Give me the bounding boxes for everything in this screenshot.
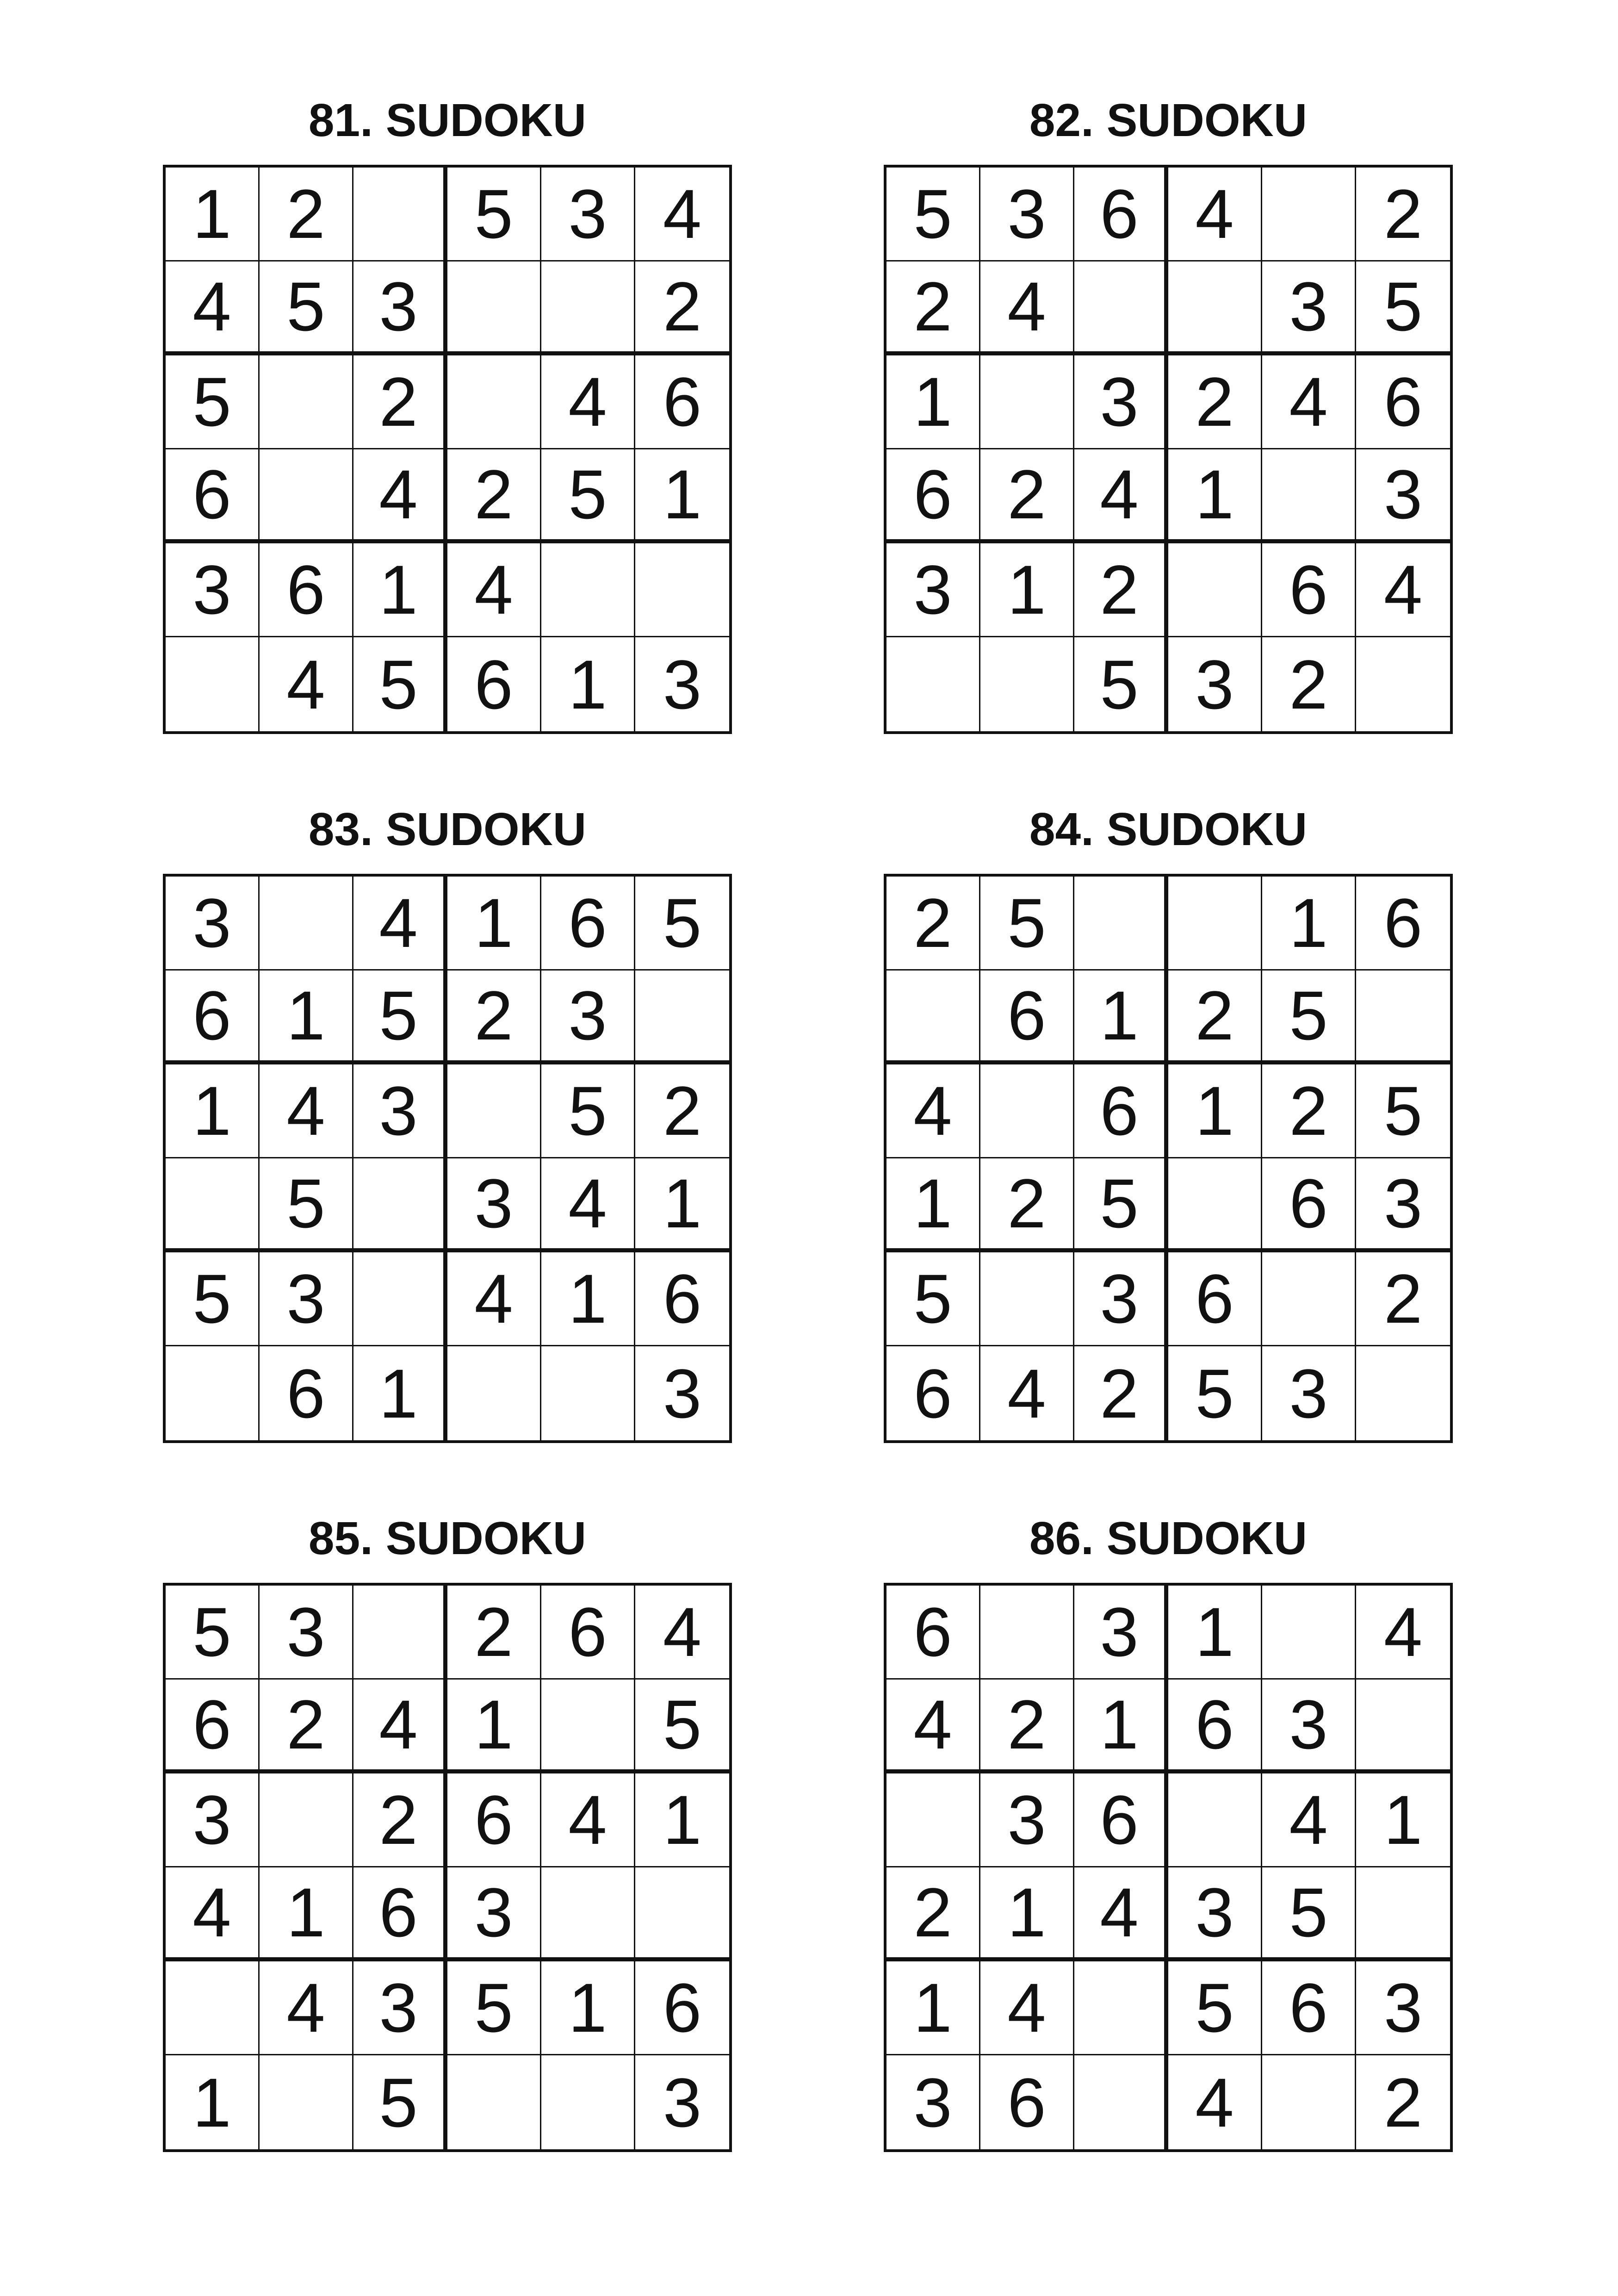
sudoku-given-cell: 6 [1262,1158,1356,1252]
sudoku-given-cell: 1 [886,355,980,449]
sudoku-grid [163,165,732,734]
sudoku-given-cell: 6 [635,1252,729,1346]
sudoku-given-cell: 4 [447,543,541,637]
sudoku-empty-cell[interactable] [1262,449,1356,543]
sudoku-empty-cell[interactable] [635,971,729,1064]
sudoku-given-cell: 6 [980,2055,1074,2149]
sudoku-given-cell: 4 [886,1064,980,1158]
sudoku-given-cell: 6 [1356,355,1450,449]
sudoku-given-cell: 4 [541,355,635,449]
sudoku-given-cell: 1 [1356,1773,1450,1867]
sudoku-given-cell: 3 [541,168,635,261]
sudoku-given-cell: 1 [1168,449,1262,543]
sudoku-given-cell: 6 [1074,1773,1168,1867]
sudoku-given-cell: 1 [166,2055,260,2149]
sudoku-given-cell: 3 [1168,637,1262,731]
sudoku-given-cell: 2 [635,1064,729,1158]
sudoku-given-cell: 5 [353,971,447,1064]
sudoku-empty-cell[interactable] [1356,637,1450,731]
sudoku-given-cell: 5 [541,449,635,543]
sudoku-empty-cell[interactable] [1168,1773,1262,1867]
sudoku-given-cell: 4 [1168,2055,1262,2149]
sudoku-given-cell: 6 [886,1586,980,1680]
sudoku-empty-cell[interactable] [541,261,635,355]
sudoku-empty-cell[interactable] [447,1346,541,1440]
sudoku-given-cell: 2 [1383,2063,1423,2141]
sudoku-given-cell: 3 [447,1158,541,1252]
sudoku-given-cell: 6 [260,543,353,637]
sudoku-empty-cell[interactable] [260,1773,353,1867]
sudoku-empty-cell[interactable] [886,1773,980,1867]
sudoku-given-cell: 3 [1262,261,1356,355]
sudoku-empty-cell[interactable] [980,355,1074,449]
sudoku-given-cell: 4 [260,1961,353,2055]
sudoku-given-cell: 1 [886,1158,980,1252]
sudoku-empty-cell[interactable] [980,637,1074,731]
sudoku-empty-cell[interactable] [353,1158,447,1252]
sudoku-given-cell: 2 [1356,168,1450,261]
sudoku-given-cell: 3 [260,1586,353,1680]
sudoku-given-cell: 2 [1074,543,1168,637]
sudoku-given-cell: 3 [886,2055,980,2149]
sudoku-given-cell: 5 [1356,1064,1450,1158]
sudoku-given-cell: 4 [1262,355,1356,449]
sudoku-given-cell: 3 [166,877,260,971]
sudoku-given-cell: 4 [1262,1773,1356,1867]
sudoku-given-cell: 5 [166,1252,260,1346]
sudoku-given-cell: 2 [886,877,980,971]
puzzle-block-85 [163,1511,732,2154]
sudoku-given-cell: 3 [353,261,447,355]
sudoku-given-cell: 2 [1262,637,1356,731]
sudoku-given-cell: 2 [1074,1346,1168,1440]
puzzle-title: 82. SUDOKU [1029,94,1308,146]
sudoku-empty-cell[interactable] [1262,1252,1356,1346]
sudoku-given-cell: 5 [353,2055,447,2149]
sudoku-given-cell: 1 [1262,877,1356,971]
sudoku-given-cell: 2 [1262,1064,1356,1158]
sudoku-given-cell: 6 [541,1586,635,1680]
sudoku-given-cell: 5 [447,168,541,261]
sudoku-empty-cell[interactable] [1074,1961,1168,2055]
sudoku-given-cell: 5 [1074,1158,1168,1252]
sudoku-grid [884,1583,1453,2152]
sudoku-given-cell: 3 [980,168,1074,261]
puzzle-block-83 [163,802,732,1445]
sudoku-given-cell: 4 [1168,168,1262,261]
sudoku-given-cell: 2 [980,1158,1074,1252]
sudoku-empty-cell[interactable] [447,1064,541,1158]
sudoku-empty-cell[interactable] [980,1586,1074,1680]
sudoku-empty-cell[interactable] [1356,1346,1450,1440]
sudoku-empty-cell[interactable] [166,1158,260,1252]
sudoku-given-cell: 1 [541,637,635,731]
sudoku-given-cell: 1 [447,877,541,971]
sudoku-given-cell: 5 [1356,261,1450,355]
puzzle-title: 81. SUDOKU [308,94,587,146]
sudoku-empty-cell[interactable] [1262,168,1356,261]
sudoku-given-cell: 4 [635,168,729,261]
sudoku-empty-cell[interactable] [1356,1867,1450,1961]
sudoku-empty-cell[interactable] [1168,877,1262,971]
sudoku-given-cell: 5 [1074,637,1168,731]
sudoku-given-cell: 5 [166,1586,260,1680]
sudoku-empty-cell[interactable] [886,971,980,1064]
sudoku-given-cell: 4 [260,637,353,731]
sudoku-given-cell: 3 [1074,1586,1168,1680]
sudoku-empty-cell[interactable] [1356,971,1450,1064]
sudoku-given-cell: 1 [1074,1680,1168,1773]
sudoku-empty-cell[interactable] [1168,543,1262,637]
sudoku-empty-cell[interactable] [886,637,980,731]
sudoku-given-cell: 4 [1074,449,1168,543]
sudoku-empty-cell[interactable] [1074,261,1168,355]
sudoku-empty-cell[interactable] [166,1346,260,1440]
sudoku-given-cell: 3 [541,971,635,1064]
sudoku-given-cell: 4 [980,1346,1074,1440]
sudoku-given-cell: 4 [1356,1586,1450,1680]
sudoku-empty-cell[interactable] [447,355,541,449]
sudoku-given-cell: 2 [447,971,541,1064]
sudoku-grid [163,1583,732,2152]
sudoku-given-cell: 3 [353,1064,447,1158]
sudoku-given-cell: 4 [980,261,1074,355]
sudoku-given-cell: 6 [447,637,541,731]
sudoku-given-cell: 6 [1356,877,1450,971]
sudoku-given-cell: 1 [635,449,729,543]
puzzle-block-81 [163,93,732,736]
sudoku-given-cell: 1 [541,1252,635,1346]
sudoku-given-cell: 2 [260,1680,353,1773]
sudoku-given-cell: 3 [1356,449,1450,543]
sudoku-given-cell: 2 [1356,1252,1450,1346]
sudoku-given-cell: 6 [353,1867,447,1961]
sudoku-given-cell: 1 [1168,1064,1262,1158]
sudoku-given-cell: 1 [260,971,353,1064]
sudoku-given-cell: 3 [1356,1961,1450,2055]
sudoku-given-cell: 4 [353,877,447,971]
sudoku-given-cell: 4 [541,1773,635,1867]
sudoku-given-cell: 6 [260,1346,353,1440]
sudoku-given-cell: 5 [447,1961,541,2055]
sudoku-given-cell: 2 [635,261,729,355]
sudoku-empty-cell[interactable] [1074,877,1168,971]
sudoku-given-cell: 1 [447,1680,541,1773]
sudoku-given-cell: 5 [1168,1961,1262,2055]
sudoku-empty-cell[interactable] [1168,1158,1262,1252]
sudoku-given-cell: 3 [166,543,260,637]
sudoku-given-cell: 6 [886,449,980,543]
sudoku-given-cell: 1 [541,1961,635,2055]
sudoku-empty-cell[interactable] [260,2055,353,2149]
sudoku-empty-cell[interactable] [541,543,635,637]
sudoku-given-cell: 1 [166,1064,260,1158]
sudoku-empty-cell[interactable] [541,1867,635,1961]
sudoku-given-cell: 4 [260,1064,353,1158]
sudoku-given-cell: 2 [260,168,353,261]
sudoku-empty-cell[interactable] [980,1252,1074,1346]
sudoku-given-cell: 1 [166,168,260,261]
sudoku-given-cell: 3 [1074,355,1168,449]
sudoku-given-cell: 1 [353,1346,447,1440]
sudoku-given-cell: 4 [1356,543,1450,637]
sudoku-given-cell: 6 [1074,168,1168,261]
sudoku-given-cell: 3 [1074,1252,1168,1346]
sudoku-grid [884,874,1453,1443]
sudoku-given-cell: 5 [980,877,1074,971]
sudoku-empty-cell[interactable] [980,1064,1074,1158]
sudoku-given-cell: 4 [541,1158,635,1252]
sudoku-given-cell: 2 [886,1867,980,1961]
sudoku-given-cell: 5 [635,1680,729,1773]
sudoku-given-cell: 4 [1074,1867,1168,1961]
puzzle-block-86 [884,1511,1453,2154]
sudoku-empty-cell[interactable] [260,877,353,971]
sudoku-given-cell: 2 [447,449,541,543]
sudoku-given-cell: 1 [353,543,447,637]
sudoku-given-cell: 3 [886,543,980,637]
sudoku-given-cell: 1 [980,1867,1074,1961]
sudoku-given-cell: 5 [1168,1346,1262,1440]
sudoku-given-cell: 5 [1262,1867,1356,1961]
sudoku-given-cell: 6 [1262,1961,1356,2055]
sudoku-empty-cell[interactable] [447,2055,541,2149]
sudoku-empty-cell[interactable] [166,1961,260,2055]
sudoku-given-cell: 5 [1262,971,1356,1064]
sudoku-given-cell: 1 [260,1867,353,1961]
puzzle-title: 86. SUDOKU [1029,1512,1308,1564]
sudoku-empty-cell[interactable] [260,449,353,543]
sudoku-given-cell: 4 [886,1680,980,1773]
sudoku-empty-cell[interactable] [1356,1680,1450,1773]
sudoku-given-cell: 3 [1168,1867,1262,1961]
sudoku-given-cell: 5 [541,1064,635,1158]
sudoku-given-cell: 6 [541,877,635,971]
sudoku-empty-cell[interactable] [1262,2055,1356,2149]
sudoku-grid [884,165,1453,734]
puzzle-title: 84. SUDOKU [1029,803,1308,855]
sudoku-grid [163,874,732,1443]
sudoku-given-cell: 3 [663,645,702,723]
sudoku-given-cell: 6 [635,1961,729,2055]
sudoku-given-cell: 3 [1262,1346,1356,1440]
sudoku-given-cell: 2 [447,1586,541,1680]
sudoku-given-cell: 3 [1356,1158,1450,1252]
sudoku-empty-cell[interactable] [541,1346,635,1440]
sudoku-given-cell: 4 [447,1252,541,1346]
sudoku-given-cell: 6 [886,1346,980,1440]
sudoku-given-cell: 2 [353,1773,447,1867]
sudoku-empty-cell[interactable] [447,261,541,355]
sudoku-empty-cell[interactable] [635,543,729,637]
sudoku-empty-cell[interactable] [635,1867,729,1961]
sudoku-given-cell: 5 [260,261,353,355]
sudoku-given-cell: 2 [980,449,1074,543]
sudoku-given-cell: 4 [353,449,447,543]
sudoku-empty-cell[interactable] [353,1252,447,1346]
sudoku-given-cell: 2 [353,355,447,449]
sudoku-given-cell: 1 [1074,971,1168,1064]
sudoku-given-cell: 2 [886,261,980,355]
sudoku-given-cell: 3 [353,1961,447,2055]
puzzle-title: 85. SUDOKU [308,1512,587,1564]
sudoku-empty-cell[interactable] [1262,1586,1356,1680]
sudoku-given-cell: 4 [980,1961,1074,2055]
sudoku-given-cell: 6 [1074,1064,1168,1158]
sudoku-given-cell: 3 [260,1252,353,1346]
puzzle-block-82 [884,93,1453,736]
sudoku-given-cell: 6 [1262,543,1356,637]
puzzle-title: 83. SUDOKU [308,803,587,855]
sudoku-given-cell: 5 [353,637,447,731]
sudoku-given-cell: 3 [980,1773,1074,1867]
puzzle-block-84 [884,802,1453,1445]
sudoku-empty-cell[interactable] [1168,261,1262,355]
sudoku-given-cell: 2 [980,1680,1074,1773]
sudoku-given-cell: 6 [166,1680,260,1773]
sudoku-given-cell: 5 [635,877,729,971]
sudoku-given-cell: 2 [1168,971,1262,1064]
sudoku-given-cell: 6 [166,449,260,543]
sudoku-empty-cell[interactable] [260,355,353,449]
sudoku-given-cell: 6 [166,971,260,1064]
sudoku-given-cell: 3 [447,1867,541,1961]
sudoku-given-cell: 1 [1168,1586,1262,1680]
sudoku-given-cell: 3 [663,2063,702,2141]
sudoku-given-cell: 1 [635,1158,729,1252]
sudoku-given-cell: 3 [166,1773,260,1867]
sudoku-given-cell: 1 [635,1773,729,1867]
sudoku-given-cell: 1 [980,543,1074,637]
sudoku-empty-cell[interactable] [353,1586,447,1680]
sudoku-given-cell: 3 [1262,1680,1356,1773]
sudoku-given-cell: 3 [663,1354,702,1432]
sudoku-given-cell: 6 [635,355,729,449]
sudoku-given-cell: 6 [980,971,1074,1064]
sudoku-empty-cell[interactable] [1074,2055,1168,2149]
sudoku-given-cell: 2 [1168,355,1262,449]
sudoku-given-cell: 6 [447,1773,541,1867]
sudoku-given-cell: 6 [1168,1252,1262,1346]
sudoku-given-cell: 4 [353,1680,447,1773]
sudoku-given-cell: 4 [166,261,260,355]
sudoku-empty-cell[interactable] [166,637,260,731]
sudoku-given-cell: 5 [886,168,980,261]
sudoku-given-cell: 5 [886,1252,980,1346]
sudoku-empty-cell[interactable] [541,2055,635,2149]
sudoku-given-cell: 5 [166,355,260,449]
sudoku-given-cell: 4 [635,1586,729,1680]
sudoku-given-cell: 1 [886,1961,980,2055]
sudoku-empty-cell[interactable] [353,168,447,261]
sudoku-given-cell: 5 [260,1158,353,1252]
sudoku-empty-cell[interactable] [541,1680,635,1773]
sudoku-given-cell: 6 [1168,1680,1262,1773]
sudoku-given-cell: 4 [166,1867,260,1961]
